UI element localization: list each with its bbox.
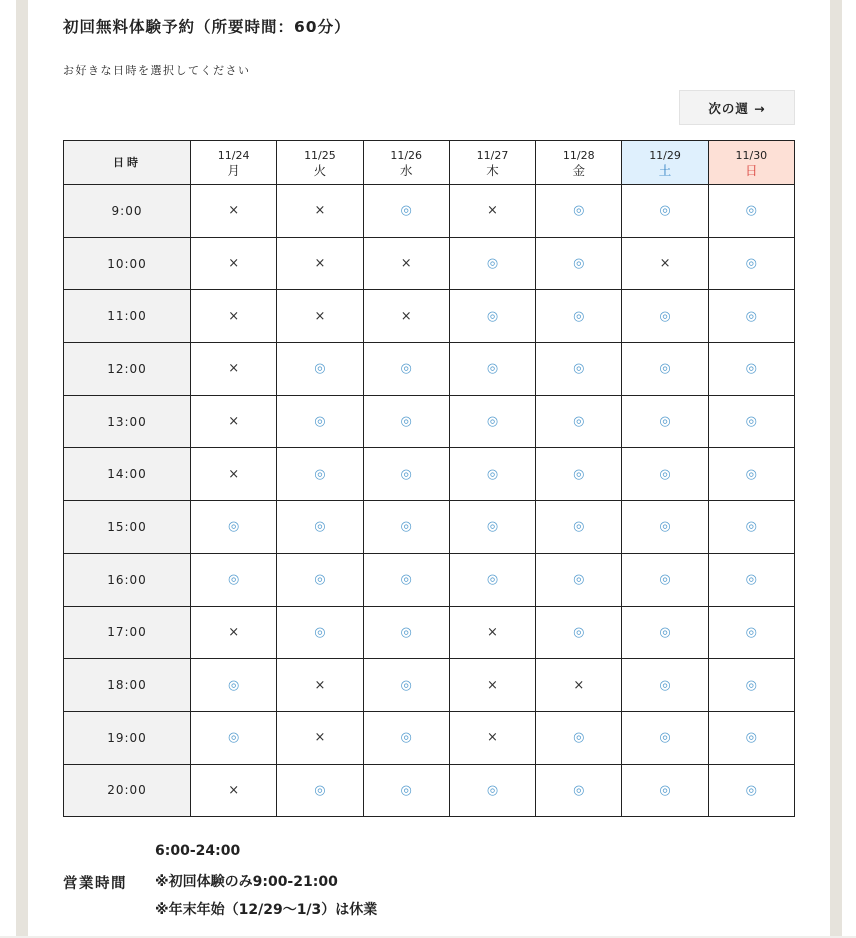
schedule-body bbox=[64, 185, 795, 817]
double-circle-icon: ◎ bbox=[486, 466, 499, 482]
slot-available[interactable] bbox=[363, 501, 449, 554]
slot-available[interactable] bbox=[277, 553, 363, 606]
slot-available[interactable] bbox=[363, 553, 449, 606]
double-circle-icon: ◎ bbox=[659, 624, 671, 640]
slot-available[interactable] bbox=[536, 448, 622, 501]
table-row bbox=[64, 501, 795, 554]
double-circle-icon: ◎ bbox=[573, 782, 585, 798]
slot-available[interactable] bbox=[449, 395, 535, 448]
day-date: 11/26 bbox=[390, 148, 423, 162]
double-circle-icon: ◎ bbox=[573, 730, 585, 746]
double-circle-icon: ◎ bbox=[314, 572, 326, 588]
slot-unavailable bbox=[277, 290, 363, 343]
time-label: 11:00 bbox=[64, 290, 191, 343]
cross-icon: × bbox=[314, 308, 326, 324]
double-circle-icon: ◎ bbox=[659, 782, 671, 798]
double-circle-icon: ◎ bbox=[573, 203, 585, 219]
double-circle-icon: ◎ bbox=[659, 414, 671, 430]
table-row bbox=[64, 237, 795, 290]
cross-icon: × bbox=[228, 361, 240, 377]
slot-available[interactable] bbox=[622, 185, 708, 238]
slot-available[interactable] bbox=[191, 711, 277, 764]
double-circle-icon: ◎ bbox=[314, 361, 326, 377]
slot-available[interactable] bbox=[622, 606, 708, 659]
day-date: 11/29 bbox=[649, 148, 681, 162]
table-row bbox=[64, 764, 795, 817]
day-date: 11/25 bbox=[304, 148, 336, 162]
slot-unavailable bbox=[191, 764, 277, 817]
double-circle-icon: ◎ bbox=[659, 677, 671, 693]
slot-available[interactable] bbox=[277, 448, 363, 501]
business-hours bbox=[63, 840, 563, 930]
slot-available[interactable] bbox=[708, 343, 794, 396]
slot-available[interactable] bbox=[708, 237, 794, 290]
time-label: 9:00 bbox=[64, 185, 191, 238]
double-circle-icon: ◎ bbox=[745, 256, 758, 272]
double-circle-icon: ◎ bbox=[659, 361, 671, 377]
double-circle-icon: ◎ bbox=[400, 414, 412, 430]
slot-unavailable bbox=[191, 290, 277, 343]
day-date: 11/30 bbox=[735, 148, 768, 162]
day-weekday: 土 bbox=[658, 162, 672, 178]
cross-icon: × bbox=[487, 203, 498, 219]
slot-unavailable bbox=[277, 185, 363, 238]
slot-available[interactable] bbox=[536, 501, 622, 554]
double-circle-icon: ◎ bbox=[659, 466, 671, 482]
cross-icon: × bbox=[228, 782, 240, 798]
business-hours-note-holiday: ※年末年始（12/29〜1/3）は休業 bbox=[155, 902, 378, 918]
double-circle-icon: ◎ bbox=[486, 572, 499, 588]
time-label: 13:00 bbox=[64, 395, 191, 448]
day-header-11-26 bbox=[363, 141, 449, 185]
slot-available[interactable] bbox=[449, 448, 535, 501]
double-circle-icon: ◎ bbox=[400, 203, 412, 219]
time-label: 19:00 bbox=[64, 711, 191, 764]
corner-header: 日時 bbox=[64, 141, 191, 185]
day-weekday: 月 bbox=[227, 162, 240, 178]
day-header-11-29 bbox=[622, 141, 708, 185]
slot-unavailable bbox=[277, 711, 363, 764]
double-circle-icon: ◎ bbox=[486, 519, 499, 535]
slot-available[interactable] bbox=[708, 290, 794, 343]
table-row bbox=[64, 606, 795, 659]
table-row bbox=[64, 553, 795, 606]
time-label: 12:00 bbox=[64, 343, 191, 396]
cross-icon: × bbox=[228, 203, 240, 219]
table-row bbox=[64, 395, 795, 448]
double-circle-icon: ◎ bbox=[745, 361, 758, 377]
slot-available[interactable] bbox=[277, 606, 363, 659]
slot-available[interactable] bbox=[536, 237, 622, 290]
double-circle-icon: ◎ bbox=[400, 730, 412, 746]
slot-available[interactable] bbox=[363, 606, 449, 659]
slot-available[interactable] bbox=[536, 290, 622, 343]
double-circle-icon: ◎ bbox=[659, 203, 671, 219]
slot-available[interactable] bbox=[622, 501, 708, 554]
cross-icon: × bbox=[314, 256, 326, 272]
schedule-header-row bbox=[64, 141, 795, 185]
slot-unavailable bbox=[363, 290, 449, 343]
cross-icon: × bbox=[400, 256, 412, 272]
slot-available[interactable] bbox=[536, 711, 622, 764]
double-circle-icon: ◎ bbox=[486, 414, 499, 430]
time-label: 10:00 bbox=[64, 237, 191, 290]
double-circle-icon: ◎ bbox=[573, 361, 585, 377]
double-circle-icon: ◎ bbox=[227, 730, 240, 746]
double-circle-icon: ◎ bbox=[745, 203, 758, 219]
table-row bbox=[64, 185, 795, 238]
slot-available[interactable] bbox=[449, 553, 535, 606]
slot-available[interactable] bbox=[536, 343, 622, 396]
double-circle-icon: ◎ bbox=[573, 414, 585, 430]
slot-available[interactable] bbox=[536, 606, 622, 659]
double-circle-icon: ◎ bbox=[659, 572, 671, 588]
double-circle-icon: ◎ bbox=[400, 466, 412, 482]
slot-available[interactable] bbox=[277, 395, 363, 448]
double-circle-icon: ◎ bbox=[745, 782, 758, 798]
double-circle-icon: ◎ bbox=[227, 572, 240, 588]
page-title: 初回無料体験予約（所要時間：60分） bbox=[63, 18, 351, 36]
double-circle-icon: ◎ bbox=[745, 624, 758, 640]
slot-available[interactable] bbox=[622, 764, 708, 817]
time-label: 20:00 bbox=[64, 764, 191, 817]
double-circle-icon: ◎ bbox=[227, 519, 240, 535]
slot-available[interactable] bbox=[622, 395, 708, 448]
table-row bbox=[64, 659, 795, 712]
business-hours-note-trial: ※初回体験のみ9:00-21:00 bbox=[155, 874, 338, 890]
slot-available[interactable] bbox=[363, 395, 449, 448]
slot-available[interactable] bbox=[363, 711, 449, 764]
double-circle-icon: ◎ bbox=[400, 572, 412, 588]
time-label: 16:00 bbox=[64, 553, 191, 606]
slot-available[interactable] bbox=[277, 501, 363, 554]
slot-available[interactable] bbox=[708, 659, 794, 712]
slot-available[interactable] bbox=[449, 501, 535, 554]
business-hours-label: 営業時間 bbox=[63, 876, 127, 892]
slot-available[interactable] bbox=[363, 764, 449, 817]
double-circle-icon: ◎ bbox=[486, 782, 499, 798]
double-circle-icon: ◎ bbox=[486, 361, 499, 377]
slot-available[interactable] bbox=[449, 237, 535, 290]
double-circle-icon: ◎ bbox=[400, 624, 412, 640]
slot-available[interactable] bbox=[622, 711, 708, 764]
slot-available[interactable] bbox=[363, 185, 449, 238]
day-weekday: 木 bbox=[486, 162, 499, 178]
double-circle-icon: ◎ bbox=[400, 782, 412, 798]
slot-available[interactable] bbox=[536, 764, 622, 817]
double-circle-icon: ◎ bbox=[573, 624, 585, 640]
table-row bbox=[64, 711, 795, 764]
slot-available[interactable] bbox=[622, 553, 708, 606]
double-circle-icon: ◎ bbox=[227, 677, 240, 693]
slot-available[interactable] bbox=[449, 764, 535, 817]
cross-icon: × bbox=[228, 624, 240, 640]
double-circle-icon: ◎ bbox=[745, 414, 758, 430]
time-label: 15:00 bbox=[64, 501, 191, 554]
slot-available[interactable] bbox=[363, 448, 449, 501]
slot-unavailable bbox=[277, 237, 363, 290]
cross-icon: × bbox=[228, 466, 240, 482]
right-side-border bbox=[830, 0, 842, 938]
cross-icon: × bbox=[314, 677, 326, 693]
slot-unavailable bbox=[191, 606, 277, 659]
day-header-11-27 bbox=[449, 141, 535, 185]
double-circle-icon: ◎ bbox=[745, 572, 758, 588]
cross-icon: × bbox=[314, 203, 326, 219]
slot-unavailable bbox=[191, 448, 277, 501]
slot-available[interactable] bbox=[449, 343, 535, 396]
double-circle-icon: ◎ bbox=[573, 466, 585, 482]
slot-unavailable bbox=[363, 237, 449, 290]
slot-available[interactable] bbox=[708, 764, 794, 817]
cross-icon: × bbox=[314, 730, 326, 746]
slot-unavailable bbox=[277, 659, 363, 712]
double-circle-icon: ◎ bbox=[573, 572, 585, 588]
day-weekday: 水 bbox=[399, 162, 413, 178]
double-circle-icon: ◎ bbox=[400, 519, 412, 535]
next-week-label: 次の週 → bbox=[708, 100, 766, 116]
day-weekday: 金 bbox=[572, 162, 586, 178]
day-date: 11/24 bbox=[217, 148, 250, 162]
day-date: 11/27 bbox=[476, 148, 509, 162]
table-row bbox=[64, 290, 795, 343]
day-header-11-30 bbox=[708, 141, 794, 185]
double-circle-icon: ◎ bbox=[745, 466, 758, 482]
slot-available[interactable] bbox=[536, 553, 622, 606]
double-circle-icon: ◎ bbox=[573, 308, 585, 324]
slot-unavailable bbox=[191, 237, 277, 290]
slot-available[interactable] bbox=[191, 659, 277, 712]
slot-available[interactable] bbox=[191, 501, 277, 554]
slot-available[interactable] bbox=[708, 711, 794, 764]
cross-icon: × bbox=[400, 308, 412, 324]
double-circle-icon: ◎ bbox=[573, 519, 585, 535]
left-side-border bbox=[16, 0, 28, 938]
double-circle-icon: ◎ bbox=[573, 256, 585, 272]
cross-icon: × bbox=[573, 677, 585, 693]
slot-available[interactable] bbox=[708, 553, 794, 606]
slot-available[interactable] bbox=[363, 659, 449, 712]
day-date: 11/28 bbox=[562, 148, 595, 162]
slot-available[interactable] bbox=[622, 343, 708, 396]
double-circle-icon: ◎ bbox=[314, 414, 326, 430]
cross-icon: × bbox=[228, 414, 240, 430]
slot-unavailable bbox=[191, 185, 277, 238]
cross-icon: × bbox=[228, 308, 240, 324]
double-circle-icon: ◎ bbox=[486, 308, 499, 324]
double-circle-icon: ◎ bbox=[745, 677, 758, 693]
table-row bbox=[64, 343, 795, 396]
schedule-table bbox=[63, 140, 795, 817]
slot-available[interactable] bbox=[708, 448, 794, 501]
slot-available[interactable] bbox=[536, 395, 622, 448]
cross-icon: × bbox=[487, 677, 498, 693]
slot-available[interactable] bbox=[277, 343, 363, 396]
page-subtitle: お好きな日時を選択してください bbox=[63, 64, 251, 77]
slot-available[interactable] bbox=[449, 290, 535, 343]
double-circle-icon: ◎ bbox=[314, 624, 326, 640]
slot-available[interactable] bbox=[708, 395, 794, 448]
day-header-11-25 bbox=[277, 141, 363, 185]
day-weekday: 日 bbox=[745, 162, 758, 178]
business-hours-line: 6:00-24:00 bbox=[155, 843, 241, 859]
slot-available[interactable] bbox=[708, 185, 794, 238]
time-label: 18:00 bbox=[64, 659, 191, 712]
double-circle-icon: ◎ bbox=[745, 519, 758, 535]
double-circle-icon: ◎ bbox=[659, 730, 671, 746]
double-circle-icon: ◎ bbox=[659, 308, 671, 324]
time-label: 17:00 bbox=[64, 606, 191, 659]
slot-available[interactable] bbox=[622, 290, 708, 343]
slot-unavailable bbox=[622, 237, 708, 290]
cross-icon: × bbox=[659, 256, 671, 272]
next-week-button[interactable] bbox=[679, 90, 795, 125]
cross-icon: × bbox=[228, 256, 240, 272]
time-label: 14:00 bbox=[64, 448, 191, 501]
slot-available[interactable] bbox=[277, 764, 363, 817]
double-circle-icon: ◎ bbox=[314, 466, 326, 482]
cross-icon: × bbox=[487, 624, 498, 640]
slot-unavailable bbox=[449, 711, 535, 764]
slot-unavailable bbox=[449, 659, 535, 712]
slot-unavailable bbox=[449, 185, 535, 238]
double-circle-icon: ◎ bbox=[314, 782, 326, 798]
double-circle-icon: ◎ bbox=[486, 256, 499, 272]
slot-unavailable bbox=[191, 343, 277, 396]
slot-unavailable bbox=[191, 395, 277, 448]
slot-unavailable bbox=[449, 606, 535, 659]
slot-available[interactable] bbox=[622, 659, 708, 712]
table-row bbox=[64, 448, 795, 501]
slot-unavailable bbox=[536, 659, 622, 712]
day-header-11-24 bbox=[191, 141, 277, 185]
double-circle-icon: ◎ bbox=[745, 308, 758, 324]
double-circle-icon: ◎ bbox=[314, 519, 326, 535]
slot-available[interactable] bbox=[536, 185, 622, 238]
double-circle-icon: ◎ bbox=[400, 677, 412, 693]
slot-available[interactable] bbox=[622, 448, 708, 501]
day-weekday: 火 bbox=[313, 162, 327, 178]
slot-available[interactable] bbox=[708, 606, 794, 659]
slot-available[interactable] bbox=[708, 501, 794, 554]
day-header-11-28 bbox=[536, 141, 622, 185]
double-circle-icon: ◎ bbox=[659, 519, 671, 535]
double-circle-icon: ◎ bbox=[745, 730, 758, 746]
slot-available[interactable] bbox=[191, 553, 277, 606]
cross-icon: × bbox=[487, 730, 498, 746]
double-circle-icon: ◎ bbox=[400, 361, 412, 377]
slot-available[interactable] bbox=[363, 343, 449, 396]
